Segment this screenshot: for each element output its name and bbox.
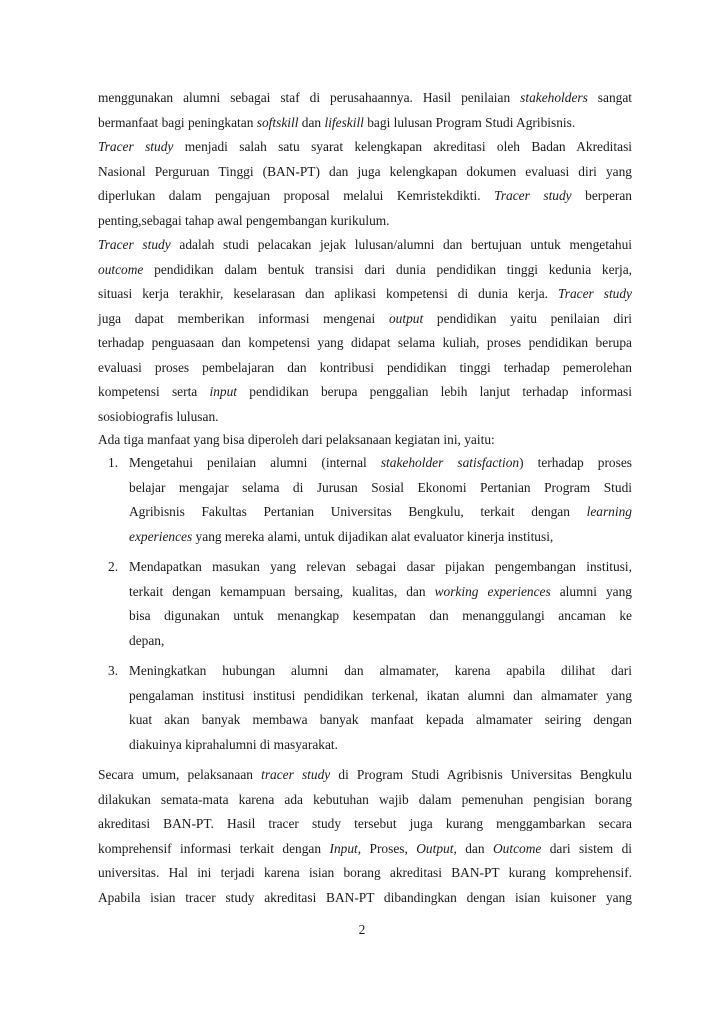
text-line xyxy=(98,812,632,837)
italic-text: Tracer study xyxy=(98,237,171,252)
italic-text: Input, xyxy=(329,840,362,856)
text-run: ) terhadap proses xyxy=(519,455,632,470)
italic-text: output xyxy=(388,310,424,326)
italic-text: working experiences xyxy=(434,583,551,599)
text-run: Apabila isian tracer study akreditasi BAN-PT dibandingkan dengan isian kuisoner yang xyxy=(98,889,632,905)
text-run: terhadap penguasaan dan kompetensi yang didapat selama kuliah, proses pendidikan berupa xyxy=(98,335,632,350)
text-run: adalah studi pelacakan jejak lulusan/alumni dan bertujuan untuk mengetahui xyxy=(170,237,633,252)
text-run: bermanfaat bagi peningkatan xyxy=(98,114,257,130)
text-line xyxy=(129,684,632,709)
text-run: penting,sebagai tahap awal pengembangan kurikulum. xyxy=(98,212,390,228)
text-run: di Program Studi Agribisnis Universitas Bengkulu xyxy=(330,767,632,782)
text-line xyxy=(129,451,632,476)
text-run: Proses, xyxy=(361,840,417,856)
text-run: berperan xyxy=(571,188,633,203)
text-run: Secara umum, pelaksanaan xyxy=(98,767,262,782)
italic-text: lifeskill xyxy=(324,114,364,130)
text-line xyxy=(129,733,632,758)
list-number: 2. xyxy=(108,559,119,574)
text-run: bisa digunakan untuk menangkap kesempatan dan menanggulangi ancaman ke xyxy=(129,608,632,623)
page-content xyxy=(98,86,632,910)
text-run: akreditasi BAN-PT. Hasil tracer study tersebut juga kurang menggambarkan secara xyxy=(98,816,632,831)
paragraph-general xyxy=(98,763,632,910)
paragraph-stakeholders xyxy=(98,86,632,135)
paragraph-tracer-definition xyxy=(98,233,632,429)
italic-text: Tracer study xyxy=(494,188,572,203)
text-line xyxy=(98,380,632,405)
benefits-list xyxy=(98,451,632,757)
text-line xyxy=(98,331,632,356)
text-run: Mendapatkan masukan yang relevan sebagai dasar pijakan pengembangan institusi, xyxy=(129,559,632,574)
text-line xyxy=(129,476,632,501)
list-number: 3. xyxy=(108,663,119,678)
text-run: Meningkatkan hubungan alumni dan almamater, karena apabila dilihat dari xyxy=(129,663,632,678)
text-run: depan, xyxy=(129,632,165,648)
list-intro xyxy=(98,429,632,451)
text-run: pendidikan berupa penggalian lebih lanjut terhadap informasi xyxy=(237,384,632,399)
text-run: terkait dengan kemampuan bersaing, kualitas, dan xyxy=(129,583,435,599)
text-line xyxy=(129,555,632,580)
italic-text: Outcome xyxy=(492,840,542,856)
text-line: Ada tiga manfaat yang bisa diperoleh dari pelaksanaan kegiatan ini, yaitu: xyxy=(98,432,495,447)
text-run: alumni yang xyxy=(550,583,632,599)
page-number: 2 xyxy=(358,922,366,937)
text-run: kuat akan banyak membawa banyak manfaat kepada almamater seiring dengan xyxy=(129,712,632,727)
text-run: pengalaman institusi institusi pendidikan terkenal, ikatan alumni dan almamater yang xyxy=(129,687,632,703)
text-line xyxy=(98,405,632,430)
text-run: yang mereka alami, untuk dijadikan alat evaluator kinerja institusi, xyxy=(192,528,554,544)
text-run: Mengetahui penilaian alumni (internal xyxy=(129,455,381,470)
text-run: kompetensi serta xyxy=(98,384,210,399)
list-item xyxy=(98,555,632,653)
text-line xyxy=(98,209,632,234)
text-line xyxy=(98,258,632,283)
text-run: juga dapat memberikan informasi mengenai xyxy=(98,310,389,326)
text-run: sangat xyxy=(587,90,632,105)
text-line xyxy=(98,837,632,862)
text-line xyxy=(98,184,632,209)
italic-text: experiences xyxy=(129,528,193,544)
text-run: sosiobiografis lulusan. xyxy=(98,408,219,424)
text-line xyxy=(129,629,632,654)
italic-text: stakeholders xyxy=(520,90,588,105)
text-run: diperlukan dalam pengajuan proposal melalui Kemristekdikti. xyxy=(98,188,495,203)
text-line xyxy=(98,356,632,381)
text-run: Agribisnis Fakultas Pertanian Universitas Bengkulu, terkait dengan xyxy=(129,504,587,519)
text-run: evaluasi proses pembelajaran dan kontribusi pendidikan tinggi terhadap pemerolehan xyxy=(98,359,632,375)
text-run: komprehensif informasi terkait dengan xyxy=(98,840,330,856)
list-item xyxy=(98,451,632,549)
text-line xyxy=(98,86,632,111)
text-run: universitas. Hal ini terjadi karena isian borang akreditasi BAN-PT kurang komprehensif. xyxy=(98,865,632,880)
text-line xyxy=(129,580,632,605)
text-run: belajar mengajar selama di Jurusan Sosial Ekonomi Pertanian Program Studi xyxy=(129,479,632,495)
italic-text: input xyxy=(209,384,238,399)
italic-text: Output, xyxy=(416,840,457,856)
text-line xyxy=(129,659,632,684)
text-line xyxy=(98,111,632,136)
text-line xyxy=(98,886,632,911)
text-line xyxy=(129,708,632,733)
text-run: dan xyxy=(298,114,325,130)
text-run: dan xyxy=(456,840,493,856)
text-line xyxy=(98,307,632,332)
text-line xyxy=(129,604,632,629)
text-run: dari sistem di xyxy=(541,840,633,856)
text-line xyxy=(98,233,632,258)
text-run: dilakukan semata-mata karena ada kebutuhan wajib dalam pemenuhan pengisian borang xyxy=(98,791,632,807)
text-run: Nasional Perguruan Tinggi (BAN-PT) dan juga kelengkapan dokumen evaluasi diri yang xyxy=(98,163,632,179)
text-run: pendidikan dalam bentuk transisi dari dunia pendidikan tinggi kedunia kerja, xyxy=(143,261,632,277)
italic-text: tracer study xyxy=(261,767,331,782)
italic-text: softskill xyxy=(256,114,299,130)
paragraph-accreditation xyxy=(98,135,632,233)
list-number: 1. xyxy=(108,455,119,470)
text-line xyxy=(129,525,632,550)
text-line xyxy=(98,861,632,886)
text-run: bagi lulusan Program Studi Agribisnis. xyxy=(363,114,576,130)
text-run: menggunakan alumni sebagai staf di perusahaannya. Hasil penilaian xyxy=(98,90,521,105)
text-line xyxy=(129,500,632,525)
italic-text: outcome xyxy=(98,261,144,277)
text-run: pendidikan yaitu penilaian diri xyxy=(423,310,633,326)
text-run: situasi kerja terakhir, keselarasan dan aplikasi kompetensi di dunia kerja. xyxy=(98,286,559,301)
text-line xyxy=(98,282,632,307)
text-line xyxy=(98,135,632,160)
italic-text: Tracer study xyxy=(558,286,632,301)
text-line xyxy=(98,788,632,813)
italic-text: stakeholder satisfaction xyxy=(380,455,520,470)
list-item xyxy=(98,659,632,757)
text-line xyxy=(98,160,632,185)
text-run: menjadi salah satu syarat kelengkapan akreditasi oleh Badan Akreditasi xyxy=(173,139,632,154)
italic-text: learning xyxy=(586,504,632,519)
text-line xyxy=(98,763,632,788)
italic-text: Tracer study xyxy=(98,139,174,154)
text-run: diakuinya kiprahalumni di masyarakat. xyxy=(129,736,338,752)
